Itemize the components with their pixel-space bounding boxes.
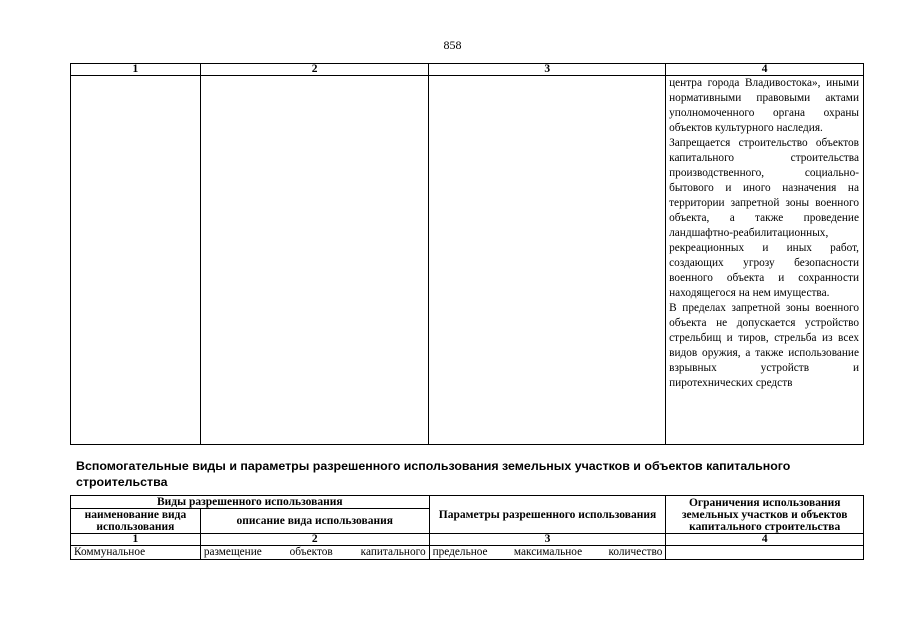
top-cell-4 <box>666 76 864 445</box>
row-use-description-text: размещение объектов капитального <box>203 546 426 558</box>
top-table-row <box>71 76 864 445</box>
bottom-number-4: 4 <box>666 534 864 546</box>
row-parameters <box>429 546 666 560</box>
page-number: 858 <box>443 38 462 52</box>
top-table <box>70 63 864 445</box>
bottom-number-1: 1 <box>71 534 201 546</box>
bottom-header-row-1 <box>71 496 864 509</box>
row-restrictions <box>666 546 864 560</box>
header-use-name: наименование вида использования <box>71 509 201 534</box>
table-row <box>71 546 864 560</box>
header-restrictions: Ограничения использования земельных участков и объектов капитального строительства <box>666 496 864 534</box>
bottom-number-row <box>71 534 864 546</box>
bottom-number-3: 3 <box>429 534 666 546</box>
restrictions-paragraph-2: Запрещается строительство объектов капитального строительства производственного, социально-бытового и иного назначения на территории запретной зоны военного объекта, а также проведение ландшафтно-реабилитационных, рекреационных и иных работ, создающих угрозу безопасности военного объекта и сохранности находящегося на нем имущества. <box>669 137 859 299</box>
restrictions-paragraph-1: центра города Владивостока», иными нормативными правовыми актами уполномоченного органа охраны объектов культурного наследия. <box>669 77 859 134</box>
restrictions-text <box>666 76 863 391</box>
row-use-name: Коммунальное <box>71 546 201 560</box>
restrictions-paragraph-3: В пределах запретной зоны военного объекта не допускается устройство стрельбищ и тиров, стрельба из всех видов оружия, а также использование взрывных устройств и пиротехнических средств <box>669 302 859 389</box>
row-use-description <box>200 546 429 560</box>
top-table-header-row <box>71 64 864 76</box>
top-header-4: 4 <box>666 64 864 76</box>
top-cell-3 <box>429 76 666 445</box>
header-parameters: Параметры разрешенного использования <box>429 496 666 534</box>
group-header: Виды разрешенного использования <box>71 496 430 509</box>
row-parameters-text: предельное максимальное количество <box>432 546 663 558</box>
top-header-3: 3 <box>429 64 666 76</box>
top-header-2: 2 <box>200 64 429 76</box>
bottom-table <box>70 495 864 560</box>
top-cell-2 <box>200 76 429 445</box>
header-use-description: описание вида использования <box>200 509 429 534</box>
top-cell-1 <box>71 76 201 445</box>
top-header-1: 1 <box>71 64 201 76</box>
section-title: Вспомогательные виды и параметры разрешенного использования земельных участков и объектов капитального строительства <box>76 459 791 489</box>
bottom-number-2: 2 <box>200 534 429 546</box>
